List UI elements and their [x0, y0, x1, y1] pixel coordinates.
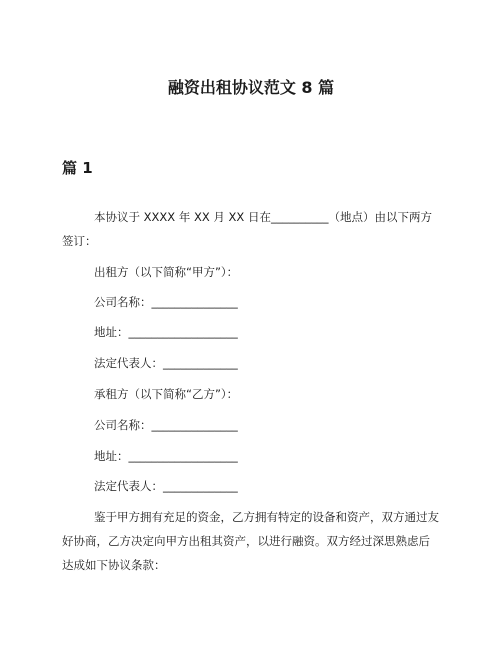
- lessee-company-field: 公司名称：_______________: [94, 418, 238, 432]
- lessor-heading: 出租方（以下简称“甲方”）：: [94, 265, 239, 279]
- document-title: 融资出租协议范文 8 篇: [167, 78, 335, 97]
- section-heading: 篇 1: [62, 159, 93, 177]
- lessor-legal-rep-field: 法定代表人：_____________: [94, 356, 238, 370]
- lessee-heading: 承租方（以下简称“乙方”）：: [94, 387, 239, 401]
- lessor-address-field: 地址：___________________: [94, 325, 238, 339]
- lessee-address-field: 地址：___________________: [94, 449, 238, 463]
- recital-paragraph: 鉴于甲方拥有充足的资金，乙方拥有特定的设备和资产，双方通过友好协商，乙方决定向甲方出租其资产，以进行融资。双方经过深思熟虑后达成如下协议条款：: [62, 510, 439, 572]
- lessor-company-field: 公司名称：_______________: [94, 295, 238, 309]
- lessee-legal-rep-field: 法定代表人：_____________: [94, 479, 238, 493]
- intro-paragraph: 本协议于 XXXX 年 XX 月 XX 日在__________（地点）由以下两方签订：: [62, 210, 432, 248]
